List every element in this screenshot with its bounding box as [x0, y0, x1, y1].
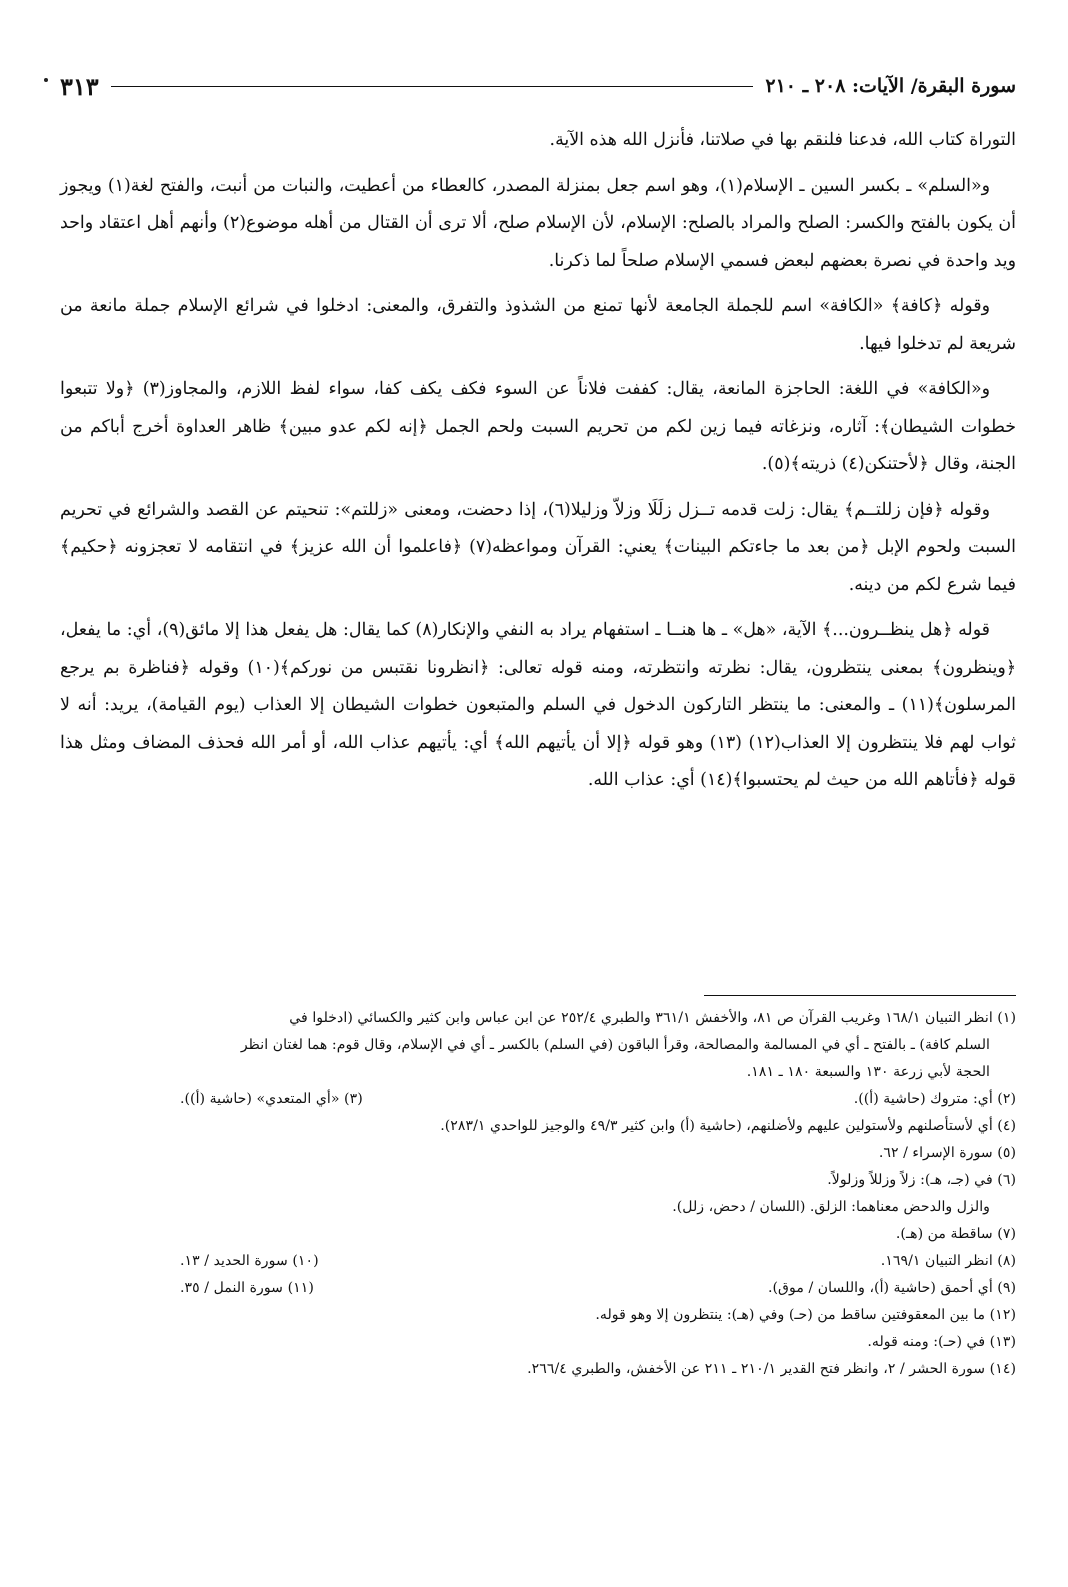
- margin-mark: [44, 78, 48, 82]
- footnote-row: [60, 1086, 1016, 1113]
- footnote-row: [60, 1275, 1016, 1302]
- running-title: سورة البقرة/ الآيات: ٢٠٨ ـ ٢١٠: [765, 75, 1016, 97]
- footnote-6-continued: والزل والدحض معناهما: الزلق. (اللسان / دحض، زلل).: [672, 1199, 990, 1215]
- page-number: ٣١٣: [60, 71, 99, 101]
- footnote-5: (٥) سورة الإسراء / ٦٢.: [878, 1145, 1016, 1161]
- footnote-1-continued: الحجة لأبي زرعة ١٣٠ والسبعة ١٨٠ ـ ١٨١.: [746, 1064, 990, 1080]
- footnote-4: (٤) أي لأستأصلنهم ولأستولين عليهم ولأضلنهم، (حاشية (أ) وابن كثير ٤٩/٣ والوجيز للواحدي ٢٨٣/١).: [440, 1118, 1016, 1134]
- footnote-separator: [704, 995, 1016, 996]
- footnote-1: (١) انظر التبيان ١٦٨/١ وغريب القرآن ص ٨١، والأخفش ٣٦١/١ والطبري ٢٥٢/٤ عن ابن عباس وابن كثير والكسائي (ادخلوا في: [289, 1010, 1016, 1026]
- footnote-11: (١١) سورة النمل / ٣٥.: [180, 1280, 314, 1296]
- paragraph: قوله ﴿هل ينظــرون...﴾ الآية، «هل» ـ ها هنــا ـ استفهام يراد به النفي والإنكار(٨) كما يقال: هل يفعل هذا إلا مائق(٩)، أي: ما يفعل، ﴿وينظرون﴾ بمعنى ينتظرون، يقال: نظرته وانتظرته، ومنه قوله تعالى: ﴿انظرونا نقتبس من نوركم﴾(١٠) وقوله ﴿فناظرة بم يرجع المرسلون﴾(١١) ـ والمعنى: ما ينتظر التاركون الدخول في السلم والمتبعون خطوات الشيطان إلا العذاب (يوم القيامة)، يريد: أنه لا ثواب لهم فلا ينتظرون إلا العذاب(١٢) (١٣) وهو قوله ﴿إلا أن يأتيهم الله﴾ أي: يأتيهم عذاب الله، أو أمر الله فحذف المضاف ومثل هذا قوله ﴿فأتاهم الله من حيث لم يحتسبوا﴾(١٤) أي: عذاب الله.: [60, 620, 1017, 790]
- footnote-14: (١٤) سورة الحشر / ٢، وانظر فتح القدير ٢١٠/١ ـ ٢١١ عن الأخفش، والطبري ٢٦٦/٤.: [527, 1361, 1016, 1377]
- footnotes: [60, 1005, 1016, 1383]
- footnote-9: (٩) أي أحمق (حاشية (أ)، واللسان / موق).: [767, 1280, 1016, 1296]
- paragraph: التوراة كتاب الله، فدعنا فلنقم بها في صلاتنا، فأنزل الله هذه الآية.: [549, 130, 1016, 150]
- header-rule: [111, 86, 754, 87]
- paragraph: وقوله ﴿كافة﴾ «الكافة» اسم للجملة الجامعة لأنها تمنع من الشذوذ والتفرق، والمعنى: ادخلوا في شرائع الإسلام جملة مانعة من شريعة لم تدخلوا فيها.: [60, 296, 1016, 354]
- footnote-7: (٧) ساقطة من (هـ).: [895, 1226, 1016, 1242]
- footnote-6: (٦) في (جـ، هـ): زلاً وزللاً وزلولاً.: [827, 1172, 1016, 1188]
- footnote-2: (٢) أي: متروك (حاشية (أ)).: [853, 1091, 1016, 1107]
- paragraph: و«السلم» ـ بكسر السين ـ الإسلام(١)، وهو اسم جعل بمنزلة المصدر، كالعطاء من أعطيت، والنبات من أنبت، والفتح لغة(١) ويجوز أن يكون بالفتح والكسر: الصلح والمراد بالصلح: الإسلام، لأن الإسلام صلح، ألا ترى أن القتال من أهله موضوع(٢) وأنهم أهل اعتقاد واحد ويد واحدة في نصرة بعضهم لبعض فسمي الإسلام صلحاً لما ذكرنا.: [60, 175, 1016, 271]
- footnote-3: (٣) «أي المتعدي» (حاشية (أ)).: [180, 1091, 363, 1107]
- footnote-12: (١٢) ما بين المعقوفتين ساقط من (حـ) وفي (هـ): ينتظرون إلا وهو قوله.: [595, 1307, 1016, 1323]
- footnote-1-continued: السلم كافة) ـ بالفتح ـ أي في المسالمة والمصالحة، وقرأ الباقون (في السلم) بالكسر ـ أي في الإسلام، وقال قوم: هما لغتان انظر: [240, 1037, 990, 1053]
- footnote-8: (٨) انظر التبيان ١٦٩/١.: [880, 1253, 1016, 1269]
- footnote-13: (١٣) في (حـ): ومنه قوله.: [867, 1334, 1016, 1350]
- paragraph: و«الكافة» في اللغة: الحاجزة المانعة، يقال: كففت فلاناً عن السوء فكف يكف كفا، سواء لفظ اللازم، والمجاوز(٣) ﴿ولا تتبعوا خطوات الشيطان﴾: آثاره، ونزغاته فيما زين لكم من تحريم السبت ولحم الجمل ﴿إنه لكم عدو مبين﴾ ظاهر العداوة أخرج أباكم من الجنة، وقال ﴿لأحتنكن(٤) ذريته﴾(٥).: [60, 379, 1016, 474]
- footnote-10: (١٠) سورة الحديد / ١٣.: [180, 1253, 319, 1269]
- page-header: [60, 70, 1016, 102]
- main-text: [60, 122, 1016, 800]
- footnote-row: [60, 1248, 1016, 1275]
- paragraph: وقوله ﴿فإن زللتــم﴾ يقال: زلت قدمه تــزل زلَلَا وزلاّ وزليلا(٦)، إذا دحضت، ومعنى «زللتم»: تنحيتم عن القصد والشرائع في تحريم السبت ولحوم الإبل ﴿من بعد ما جاءتكم البينات﴾ يعني: القرآن ومواعظه(٧) ﴿فاعلموا أن الله عزيز﴾ في انتقامه لا تعجزونه ﴿حكيم﴾ فيما شرع لكم من دينه.: [60, 499, 1016, 595]
